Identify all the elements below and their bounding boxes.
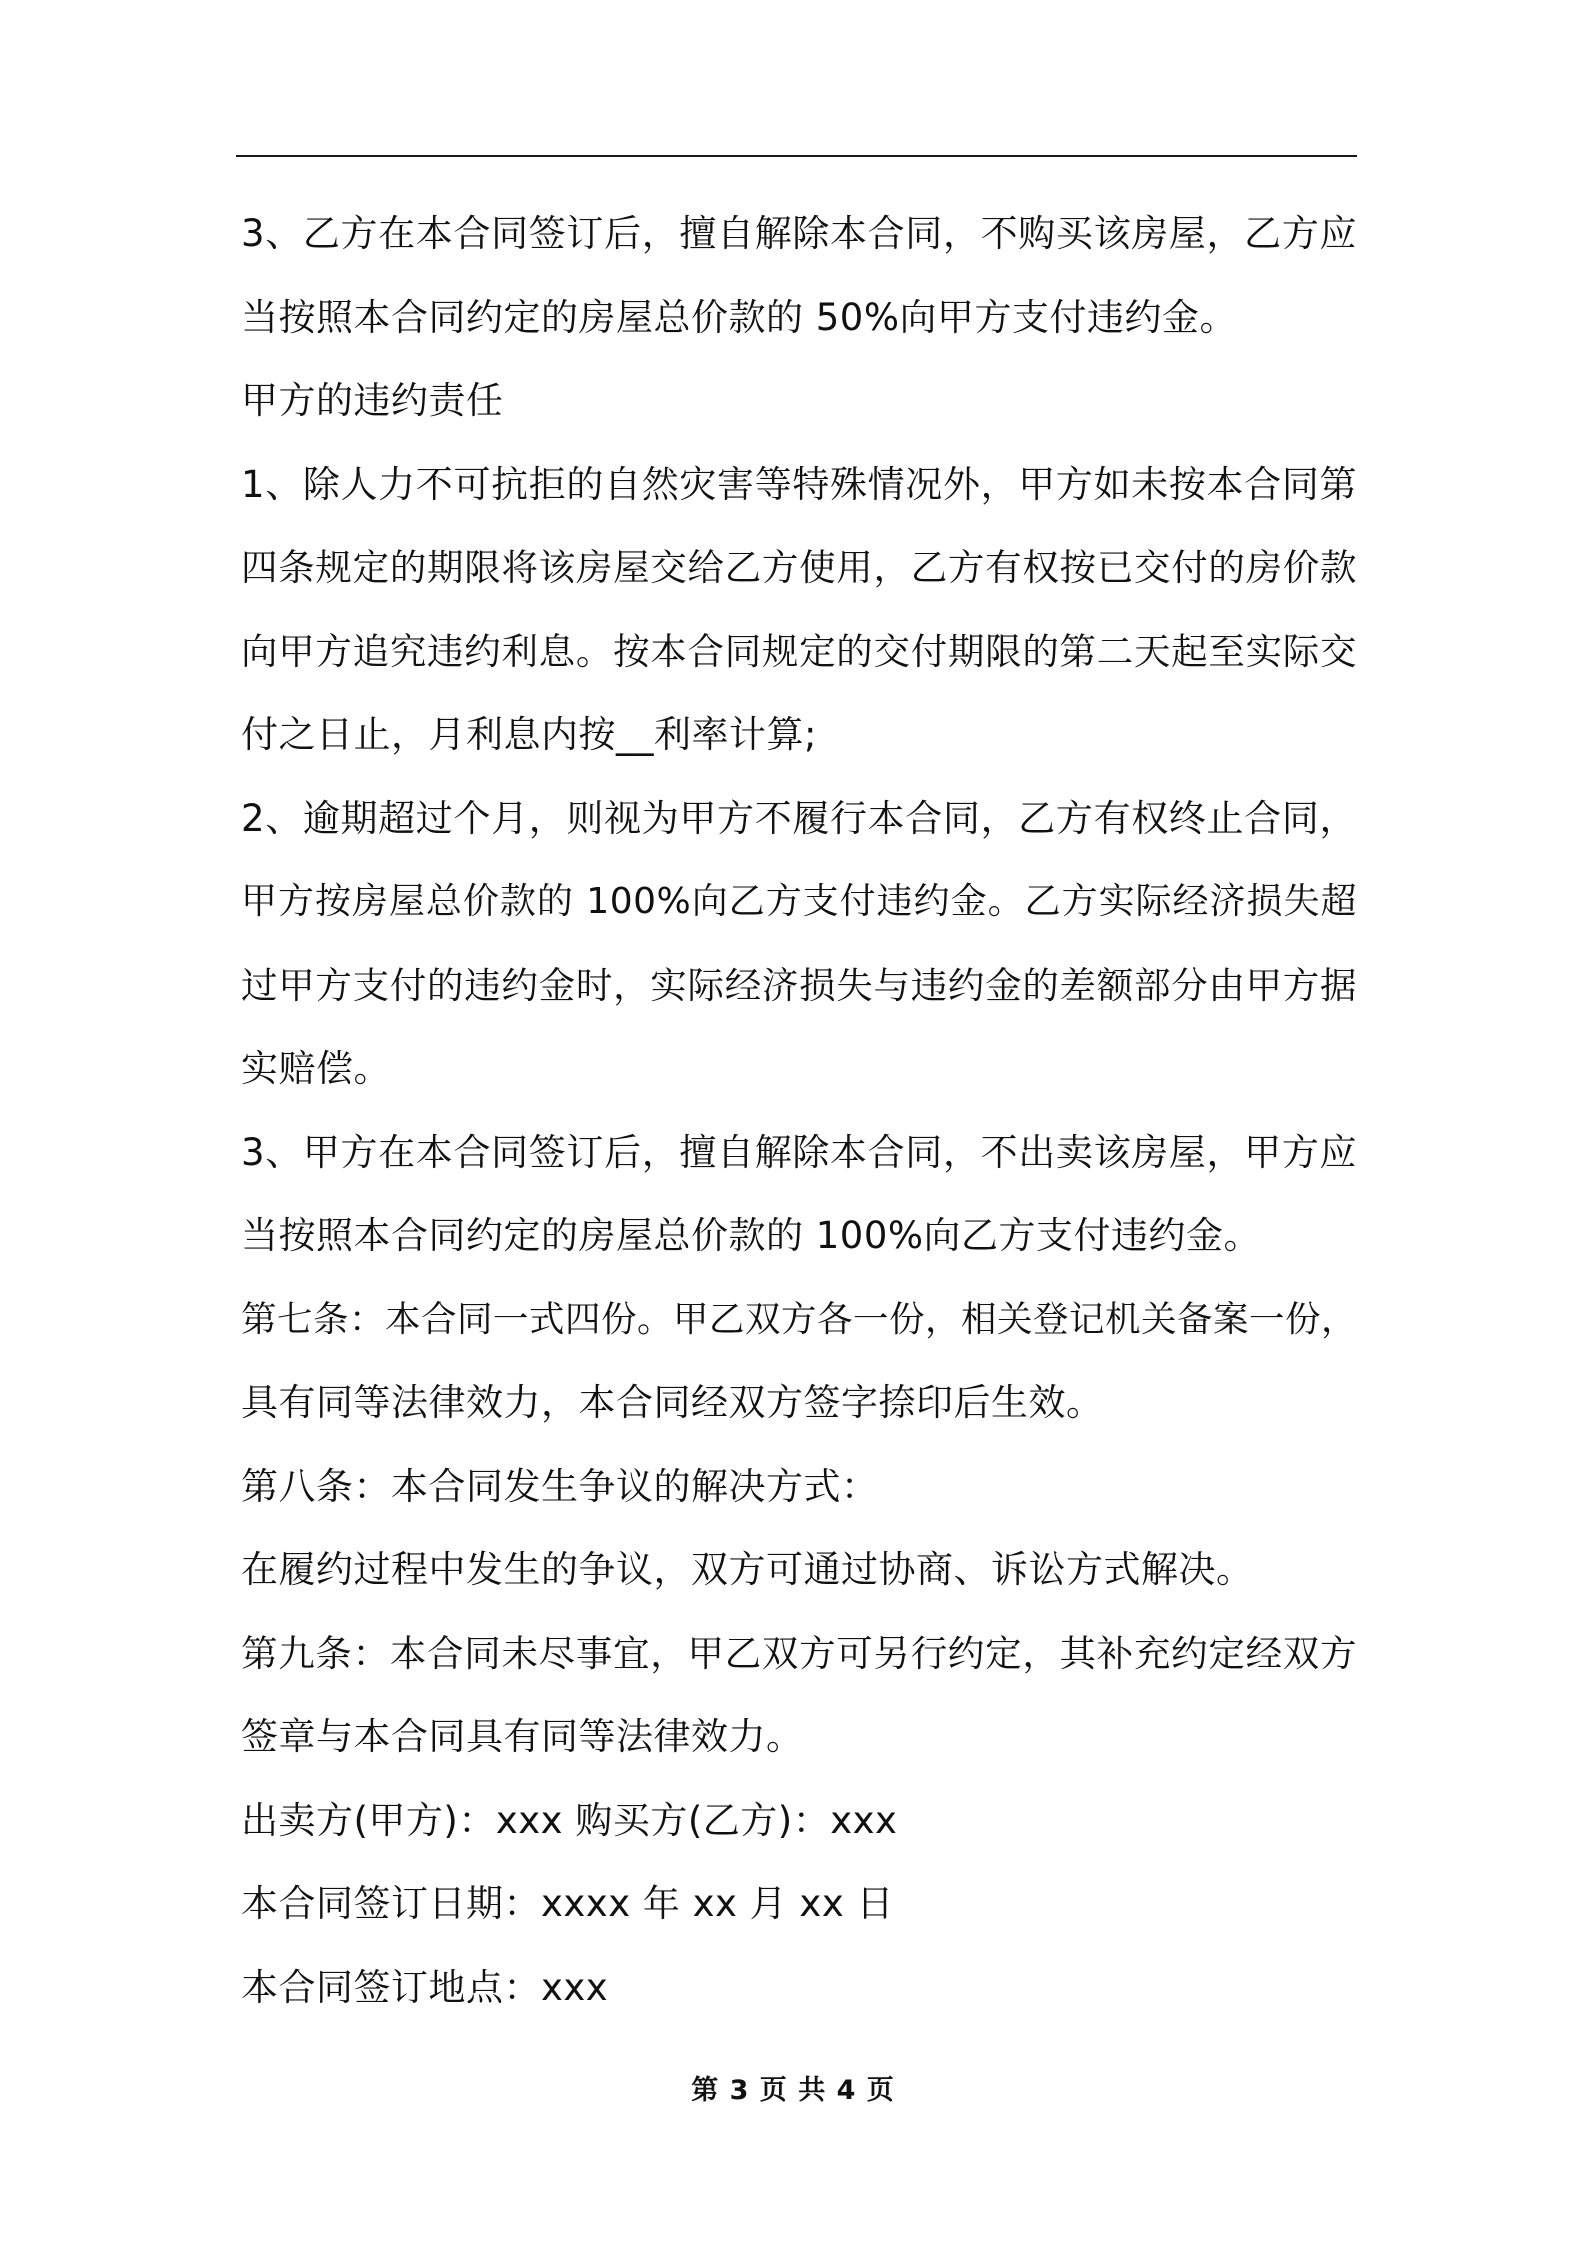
text-line: 3、甲方在本合同签订后，擅自解除本合同，不出卖该房屋，甲方应: [241, 1130, 1357, 1174]
contract-body: [241, 192, 1357, 2029]
page-number: 第 3 页 共 4 页: [691, 2075, 895, 2106]
parties-line: 出卖方(甲方)：xxx 购买方(乙方)：xxx: [241, 1798, 898, 1842]
article-eight: 第八条：本合同发生争议的解决方式：: [241, 1464, 879, 1508]
text-line: 2、逾期超过个月，则视为甲方不履行本合同，乙方有权终止合同，: [241, 796, 1357, 840]
text-line: 具有同等法律效力，本合同经双方签字捺印后生效。: [241, 1381, 1104, 1424]
signing-date-line: 本合同签订日期：xxxx 年 xx 月 xx 日: [241, 1882, 894, 1925]
article-nine: 第九条：本合同未尽事宜，甲乙双方可另行约定，其补充约定经双方: [241, 1631, 1357, 1675]
text-line: 向甲方追究违约利息。按本合同规定的交付期限的第二天起至实际交: [241, 629, 1357, 673]
text-line: 当按照本合同约定的房屋总价款的 100%向乙方支付违约金。: [241, 1214, 1262, 1257]
section-heading: 甲方的违约责任: [241, 379, 504, 422]
text-line: 实赔偿。: [241, 1047, 391, 1090]
text-line: 3、乙方在本合同签订后，擅自解除本合同，不购买该房屋，乙方应: [241, 212, 1357, 255]
text-line: 签章与本合同具有同等法律效力。: [241, 1715, 804, 1758]
text-line: 1、除人力不可抗拒的自然灾害等特殊情况外，甲方如未按本合同第: [241, 462, 1357, 506]
text-line: 过甲方支付的违约金时，实际经济损失与违约金的差额部分由甲方据: [241, 963, 1357, 1007]
text-line: 付之日止，月利息内按__利率计算;: [241, 713, 817, 756]
text-line: 甲方按房屋总价款的 100%向乙方支付违约金。乙方实际经济损失超: [241, 881, 1357, 922]
article-seven: 第七条：本合同一式四份。甲乙双方各一份，相关登记机关备案一份，: [241, 1298, 1358, 1340]
text-line: 在履约过程中发生的争议，双方可通过协商、诉讼方式解决。: [241, 1548, 1254, 1591]
text-line: 四条规定的期限将该房屋交给乙方使用，乙方有权按已交付的房价款: [241, 546, 1357, 589]
signing-place-line: 本合同签订地点：xxx: [241, 1965, 609, 2009]
text-line: 当按照本合同约定的房屋总价款的 50%向甲方支付违约金。: [241, 295, 1237, 339]
header-rule: [236, 155, 1357, 157]
